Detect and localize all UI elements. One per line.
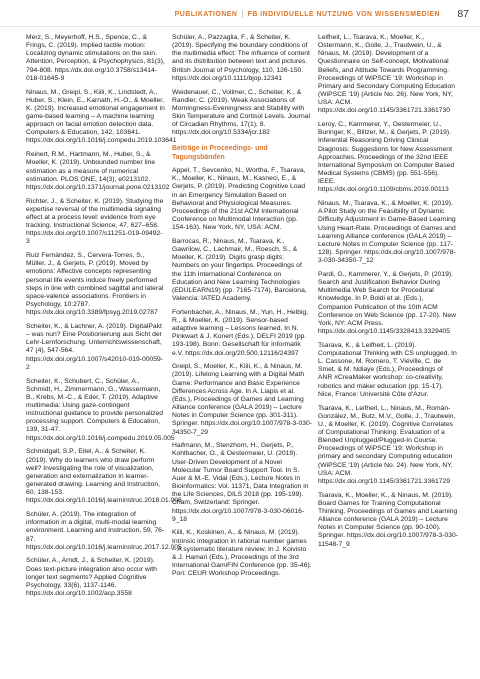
reference-entry: Schüler, A., Arndt, J., & Scheiter, K. (2019). Does text-picture integration also occur with longer text segments? Applied Cognitive Psychology, 33(6), 1137-1146. https://dx.doi.org/10.1002/acp.3558	[26, 557, 157, 598]
reference-entry: Barrocas, R., Ninaus, M., Tsarava, K., Gawrilow, C., Lachmair, M., Roesch, S., & Moeller, K. (2019). Digits grasp digits: Numbers on your fingertips. Proceedings of the 11th International Conference on Education and New Learning Technologies (EDULEARN19) (pp. 7165-7174), Barcelona, Valencia: IATED Academy.	[172, 237, 307, 302]
reference-entry: Scheiter, K., Schubert, C., Schüler, A., Schmidt, H., Zimmermann, G., Wassermann, B., Krebs, M.-C., & Eder, T. (2019). Adaptive multimedia: Using gaze-contingent instructional guidance to provide personalized processing support. Computers & Education, 139, 31-47. https://dx.doi.org/10.1016/j.compedu.2019.05.005	[26, 377, 175, 442]
reference-entry: Ninaus, M., Tsarava, K., & Moeller, K. (2019). A Pilot Study on the Feasibility of Dynamic Difficulty Adjustment in Game-Based Learning Using Heart-Rate. Proceedings of Games and Learning Alliance conference (GALA 2019) – Lecture Notes in Computer Science (pp. 117-128). Springer. https://dx.doi.org/10.1007/978-3-030-34350-7_12	[318, 200, 456, 265]
reference-entry: Leifheit, L., Tsarava, K., Moeller, K., Ostermann, K., Golle, J., Trautwein, U., & Ninaus, M. (2019). Development of a Questionnaire on Self-concept, Motivational Beliefs, and Attitude Towards Programming. Proceedings of WiPSCE '19: Workshop in Primary and Secondary Computing Education (WiPSCE '19) (Article No. 26). New York, NY, USA: ACM. https://dx.doi.org/10.1145/3361721.3361730	[318, 34, 455, 115]
reference-entry: Haifmann, M., Stenzhorn, H., Gerjets, P., Kohlbacher, O., & Oestermeier, U. (2019). User-Driven Development of a Novel Molecular Tumor Board Support Tool. In S. Auer & M.-E. Vidal (Eds.), Lecture Notes in Bioinformatics: Vol. 11371, Data Integration in the Life Sciences, DILS 2018 (pp. 195-199). Cham, Switzerland: Springer. https://dx.doi.org/10.1007/978-3-030-06016-9_18	[172, 442, 309, 523]
page-number: 87	[457, 8, 469, 20]
reference-entry: Reinert, R.M., Hartmann, M., Huber, S., & Moeller, K. (2019). Unbounded number line estimation as a measure of numerical estimation. PLOS ONE, 14(3), e0213102. https://dx.doi.org/10.1371/journal.pone.0213102	[26, 151, 170, 191]
running-title-separator: |	[241, 11, 244, 18]
reference-entry: Greipl, S., Moeller, K., Kiili, K., & Ninaus, M. (2019). Lifelong Learning with a Digital Math Game: Performance and Basic Experience Differences Across Age. In A. Liapis et al. (Eds.), Proceedings of Games and Learning Alliance conference (GALA 2019) – Lecture Notes in Computer Science (pp. 301-311). Springer. https://dx.doi.org/10.1007/978-3-030-34350-7_29	[172, 363, 312, 436]
reference-entry: Richter, J., & Scheiter, K. (2019). Studying the expertise reversal of the multimedia signaling effect at a process level: evidence from eye tracking. Instructional Science, 47, 627–658. https://dx.doi.org/10.1007/s11251-019-09492-3	[26, 197, 164, 246]
running-title-right: FB INDIVIDUELLE NUTZUNG VON WISSENSMEDIEN	[247, 11, 440, 18]
reference-entry: Schüler, A. (2019). The integration of information in a digital, multi-modal learning environment. Learning and Instruction, 59, 76-87. https://dx.doi.org/10.1016/j.learninstruc.2017.12.005	[26, 511, 182, 551]
reference-entry: Leroy, C., Kammerer, Y., Oestermeier, U., Buringer, K., Blitzer, M., & Gerjets, P. (2019). Inferential Reasoning Driving Clinical Diagnosis: Suggestions for New Assessment Approaches. Proceedings of the 32nd IEEE International Symposium on Computer Based Medical Systems (CBMS) (pp. 551-556). IEEE. https://dx.doi.org/10.1109/cbms.2019.00113	[318, 121, 455, 194]
reference-entry: Scheiter, K., & Lachner, A. (2019). DigitalPakt – was nun? Eine Positionierung aus Sicht der Lehr-Lernforschung. Unterrichtswissenschaft, 47 (4), 547-564. https://dx.doi.org/10.1007/s42010-019-00059-2	[26, 322, 163, 371]
reference-entry: Weidenauer, C., Vollmer, C., Scheiter, K., & Randler, C. (2019). Weak Associations of Morningness-Eveningness and Stability with Skin Temperature and Cortisol Levels. Journal of Circadian Rhythms, 17(1), 8. https://dx.doi.org/10.5334/jcr.182	[172, 88, 310, 137]
reference-entry: Appel, T., Sevcenko, N., Wortha, F., Tsarava, K., Moeller, K., Ninaus, M., Kasneci, E., & Gerjets, P. (2019). Predicting Cognitive Load in an Emergency Simulation Based on Behavioral and Physiological Measures. Proceedings of the 21st ACM International Conference on Multimodal Interaction (pp. 154-163). New York, NY, USA: ACM.	[172, 167, 306, 232]
reference-entry: Tsarava, K., & Leifheit, L. (2019). Computational Thinking with CS unplugged. In L. Cassone, M. Romero, T. Viéville, C. de Smet, & M. Ndiaye (Eds.), Proceedings of ANR #CreaMaker workshop: co-creativity, robotics and maker education (pp. 15-17). Nice, France: Université Côte d'Azur.	[318, 341, 457, 398]
page-header	[0, 0, 480, 27]
reference-column-2	[172, 34, 312, 584]
reference-entry: Tsarava, K., Moeller, K., & Ninaus, M. (2019). Board Games for Training Computational Thinking. Proceedings of Games and Learning Alliance conference (GALA 2019) – Lecture Notes in Computer Science (pp. 90-100). Springer. https://dx.doi.org/10.1007/978-3-030-11548-7_9	[318, 491, 458, 548]
running-title	[175, 11, 440, 18]
reference-entry: Schüler, A., Pazzaglia, F., & Scheiter, K. (2019). Specifying the boundary conditions of the multimedia effect: The influence of content and its distribution between text and pictures. British Journal of Psychology, 110, 126-150. https://dx.doi.org/10.1111/bjop.12341	[172, 34, 310, 82]
reference-column-1	[26, 34, 182, 604]
reference-entry: Ruiz Fernández, S., Cervera-Torres, S., Müller, J., & Gerjets, P. (2019). Moved by emotions: Affective concepts representing personal life events induce freely performed steps in line with combined sagittal and lateral space-valence associations. Frontiers in Psychology, 10:2787. https://dx.doi.org/10.3389/fpsyg.2019.02787	[26, 252, 164, 317]
reference-column-3	[318, 34, 458, 554]
reference-entry: Ninaus, M., Greipl, S., Kiili, K., Lindstedt, A., Huber, S., Klein, E., Karnath, H.-O., & Moeller, K. (2019). Increased emotional engagement in game-based learning – A machine learning approach on facial emotion detection data. Computers & Education, 142, 103641. https://dx.doi.org/10.1016/j.compedu.2019.103641	[26, 88, 177, 145]
reference-entry: Merz, S., Meyerhoff, H.S., Spence, C., & Frings, C. (2019). Implied tactile motion: Localizing dynamic stimulations on the skin. Attention, Perception, & Psychophysics, 81(3), 794-808. https://dx.doi.org/10.3758/s13414-018-01645-9	[26, 34, 165, 82]
running-title-left: PUBLIKATIONEN	[174, 11, 238, 18]
reference-entry: Schmidgall, S.P., Eitel, A., & Scheiter, K. (2019). Why do learners who draw perform well? Investigating the role of visualization, generation and externalization in learner-generated drawing. Learning and Instruction, 60, 138-153. https://dx.doi.org/10.1016/j.learninstruc.2018.01.006	[26, 448, 182, 505]
section-heading: Beiträge in Proceedings- und Tagungsbänden	[172, 145, 268, 161]
reference-entry: Tsarava, K., Leifheit, L., Ninaus, M., Román-González, M., Butz, M.V., Golle, J., Trautwein, U., & Moeller, K. (2019). Cognitive Correlates of Computational Thinking: Evaluation of a Blended Unplugged/Plugged-In Course. Proceedings of WiPSCE '19: Workshop in primary and secondary Computing education (WiPSCE '19) (Article No. 24). New York, NY, USA: ACM. https://dx.doi.org/10.1145/3361721.3361729	[318, 404, 456, 485]
reference-entry: Pardi, G., Kammerer, Y., & Gerjets, P. (2019). Search and Justification Behavior During Multimedia Web Search for Procedural Knowledge. In P. Boldi et al. (Eds.), Companion Publication of the 10th ACM Conference on Web Science (pp. 17-20). New York, NY: ACM Press. https://dx.doi.org/10.1145/3328413.3329405	[318, 271, 456, 336]
reference-entry: Fortenbacher, A., Ninaus, M., Yun, H., Helbig, R., & Moeller, K. (2019). Sensor-based adaptive learning – Lessons learned. In N. Pinkwart & J. Konert (Eds.), DELFI 2019 (pp. 193-198). Bonn: Gesellschaft für Informatik e.V. https://dx.doi.org/20.500.12116/24397	[172, 308, 309, 357]
reference-entry: Kiili, K., Koskinen, A., & Ninaus, M. (2019). Intrinsic integration in rational number games – A systematic literature review. In J. Koivisto & J. Hamari (Eds.), Proceedings of the 3rd International GamiFIN Conference (pp. 35-46). Pori: CEUR Workshop Proceedings.	[172, 529, 312, 578]
